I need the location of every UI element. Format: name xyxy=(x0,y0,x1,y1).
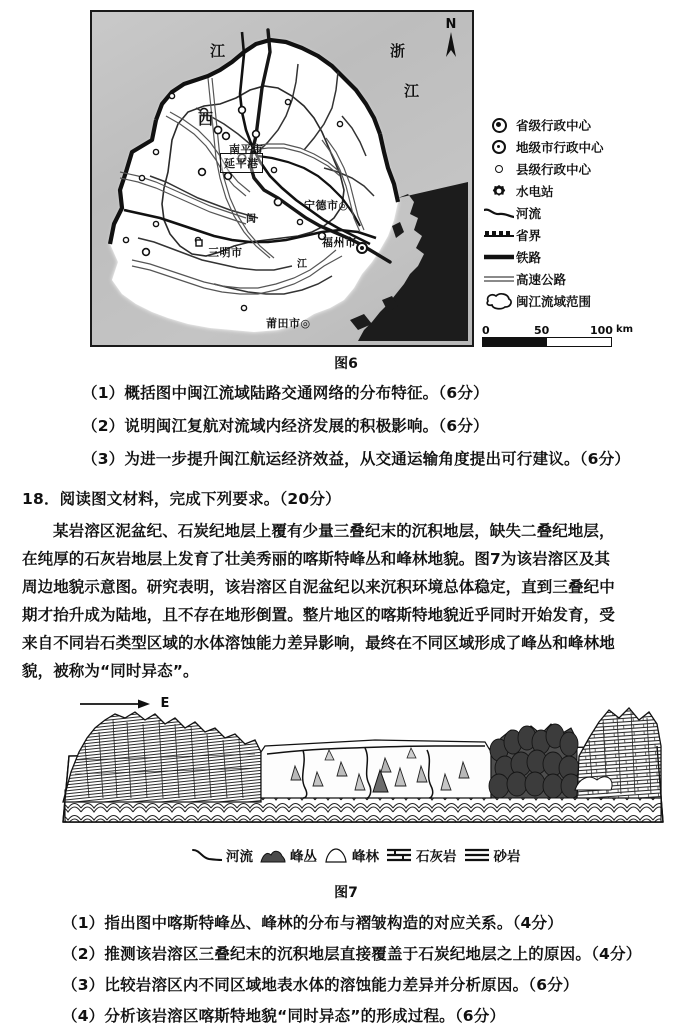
legend-label: 砂岩 xyxy=(493,849,521,865)
legend-item-province-border xyxy=(482,224,642,246)
province-border-icon xyxy=(482,229,516,241)
legend-label: 省级行政中心 xyxy=(516,118,592,133)
map-label-putian: 莆田市◎ xyxy=(266,317,311,330)
legend-label: 水电站 xyxy=(516,184,554,199)
landscape-legend xyxy=(192,843,622,867)
figure-6-caption: 图6 xyxy=(334,356,358,372)
limestone-icon xyxy=(386,847,412,863)
map-figure-6 xyxy=(90,6,645,351)
question-18-2: （2）推测该岩溶区三叠纪末的沉积地层直接覆盖于石炭纪地层之上的原因。（4分） xyxy=(62,945,642,963)
railway-icon xyxy=(482,252,516,262)
north-arrow xyxy=(444,18,458,63)
map-label-jiangxi-2: 西 xyxy=(198,110,214,128)
map-scale-bar xyxy=(482,324,634,347)
paragraph-line-2: 在纯厚的石灰岩地层上发育了壮美秀丽的喀斯特峰丛和峰林地貌。图7为该岩溶区及其 xyxy=(22,550,611,568)
legend-item-sandstone xyxy=(464,845,521,865)
legend-label: 河流 xyxy=(226,849,253,865)
peak-forest-icon xyxy=(324,847,348,863)
paragraph-line-6: 貌，被称为“同时异态”。 xyxy=(22,662,199,680)
item-18-heading: 18．阅读图文材料，完成下列要求。（20分） xyxy=(22,490,341,508)
map-legend xyxy=(482,114,642,312)
hydropower-station-icon xyxy=(482,184,516,198)
legend-item-limestone xyxy=(386,845,457,865)
legend-item-railway xyxy=(482,246,642,268)
legend-item-province-capital xyxy=(482,114,642,136)
question-17-2: （2）说明闽江复航对流域内经济发展的积极影响。（6分） xyxy=(82,417,489,435)
fuzhou-capital-marker xyxy=(357,243,367,253)
landscape-figure-7 xyxy=(55,694,670,834)
north-label: N xyxy=(445,17,457,32)
map-label-sanming: 三明市 xyxy=(208,246,243,259)
legend-item-prefecture-city xyxy=(482,136,642,158)
river-icon xyxy=(482,206,516,220)
legend-item-peak-forest xyxy=(324,845,379,865)
province-capital-icon xyxy=(482,118,516,133)
expressway-icon xyxy=(482,274,516,284)
question-18-4: （4）分析该岩溶区喀斯特地貌“同时异态”的形成过程。（6分） xyxy=(62,1007,506,1025)
map-label-jiangxi-1: 江 xyxy=(210,42,226,60)
legend-label: 铁路 xyxy=(516,250,542,265)
scale-bar-graphic xyxy=(482,337,612,347)
legend-label: 闽江流域范围 xyxy=(516,294,592,309)
map-label-fuzhou: 福州市 xyxy=(322,236,357,249)
island-1 xyxy=(392,222,404,238)
sandstone-icon xyxy=(464,847,490,863)
legend-label: 地级市行政中心 xyxy=(516,140,604,155)
landscape-block-diagram xyxy=(55,694,670,834)
county-center-icon xyxy=(482,165,516,173)
legend-item-minjiang-basin xyxy=(482,290,642,312)
map-frame xyxy=(90,10,474,347)
legend-label: 峰丛 xyxy=(290,849,317,865)
legend-item-river xyxy=(482,202,642,224)
legend-item-hydropower xyxy=(482,180,642,202)
map-label-zhejiang-1: 浙 xyxy=(390,42,406,60)
item-18-paragraph xyxy=(22,517,674,685)
question-17-1: （1）概括图中闽江流域陆路交通网络的分布特征。（6分） xyxy=(82,384,489,402)
paragraph-line-1: 某岩溶区泥盆纪、石炭纪地层上覆有少量三叠纪末的沉积地层，缺失二叠纪地层， xyxy=(53,522,615,540)
question-18-1: （1）指出图中喀斯特峰丛、峰林的分布与褶皱构造的对应关系。（4分） xyxy=(62,914,563,932)
paragraph-line-3: 周边地貌示意图。研究表明，该岩溶区自泥盆纪以来沉积环境总体稳定，直到三叠纪中 xyxy=(22,578,615,596)
legend-item-county-center xyxy=(482,158,642,180)
map-label-min-river-1: 闽 xyxy=(246,214,257,225)
scale-tick-labels xyxy=(482,324,634,337)
prefecture-city-icon xyxy=(482,140,516,154)
map-label-ningde: 宁德市◎ xyxy=(304,199,349,212)
peak-cluster-icon xyxy=(260,847,286,863)
peak-cluster-region xyxy=(489,724,581,798)
map-label-zhejiang-2: 江 xyxy=(404,82,420,100)
legend-label: 河流 xyxy=(516,206,542,221)
river-curve-icon xyxy=(192,847,222,863)
scale-unit: km xyxy=(616,324,634,335)
figure-7-caption: 图7 xyxy=(334,885,358,901)
scale-tick-50: 50 xyxy=(534,324,550,337)
question-18-3: （3）比较岩溶区内不同区域地表水体的溶蚀能力差异并分析原因。（6分） xyxy=(62,976,579,994)
scale-tick-100: 100 xyxy=(590,324,613,337)
east-label: E xyxy=(160,696,170,711)
legend-item-river-curve xyxy=(192,845,253,865)
legend-item-expressway xyxy=(482,268,642,290)
scale-tick-0: 0 xyxy=(482,324,490,337)
legend-label: 峰林 xyxy=(352,849,379,865)
map-label-nanping: 南平市 xyxy=(229,143,264,156)
question-17-3: （3）为进一步提升闽江航运经济效益，从交通运输角度提出可行建议。（6分） xyxy=(82,450,631,468)
map-label-min-river-2: 江 xyxy=(297,259,308,270)
legend-label: 县级行政中心 xyxy=(516,162,592,177)
legend-label: 省界 xyxy=(516,228,542,243)
minjiang-basin-icon xyxy=(482,291,516,311)
north-arrow-icon xyxy=(444,31,458,59)
paragraph-line-5: 来自不同岩石类型区域的水体溶蚀能力差异影响，最终在不同区域形成了峰丛和峰林地 xyxy=(22,634,615,652)
legend-item-peak-cluster xyxy=(260,845,317,865)
map-label-yanping-port: 延平港 xyxy=(220,153,263,173)
legend-label: 高速公路 xyxy=(516,272,567,287)
legend-label: 石灰岩 xyxy=(416,849,457,865)
paragraph-line-4: 期才抬升成为陆地，且不存在地形倒置。整片地区的喀斯特地貌近乎同时开始发育，受 xyxy=(22,606,615,624)
map-drawing xyxy=(92,12,468,341)
sanming-marker xyxy=(196,240,202,246)
